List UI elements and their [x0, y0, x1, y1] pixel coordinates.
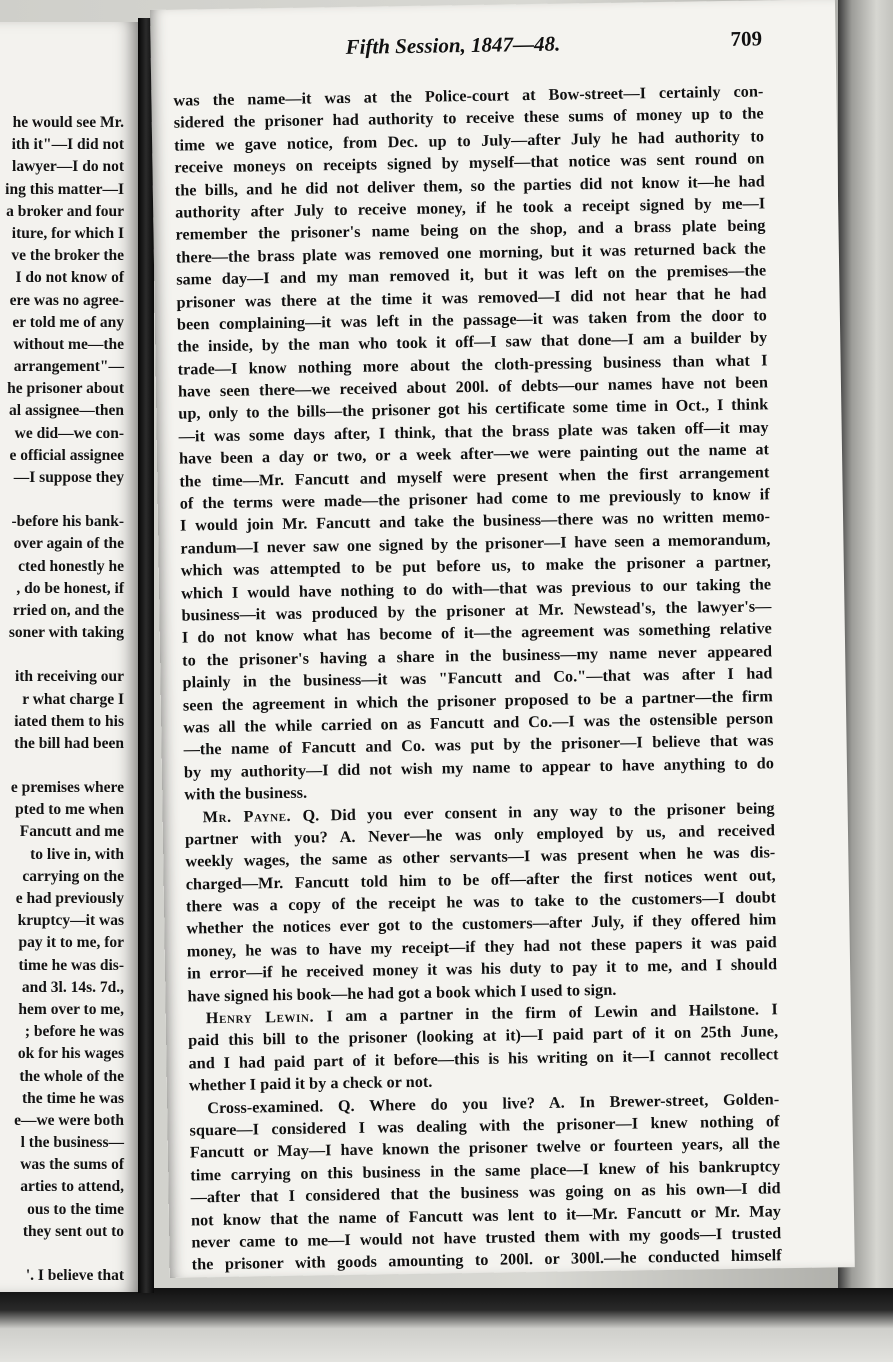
text-line: authority after July to receive money, if he took a receipt signed by me—I [175, 194, 766, 222]
left-page-line: e had previously [15, 890, 124, 907]
text-line: same day—I and my man removed it, but it was left on the premises—the [176, 261, 767, 289]
text-line: randum—I never saw one signed by the prisoner—I have seen a memorandum, [180, 530, 771, 558]
speaker-name: Mr. Payne. [202, 806, 292, 826]
left-page-line: e official assignee [9, 446, 124, 464]
left-page-line: carrying on the [22, 867, 124, 885]
text-line: have been a day or two, or a week after—we were painting out the name at [178, 440, 770, 468]
text-line: there—the brass plate was removed one morning, but it was returned back the [175, 239, 766, 267]
text-line: which was attempted to be put before us, to make the prisoner a partner, [180, 552, 771, 580]
left-page-line: ith it"—I did not [11, 136, 124, 154]
text-line: remember the prisoner's name being on the shop, and a brass plate being [175, 216, 766, 244]
left-page-line: he prisoner about [7, 380, 124, 398]
text-line: have seen there—we received about 200l. of debts—our names have not been [177, 373, 769, 401]
text-line: plainly in the business—it was "Fancutt and Co."—that was after I had [182, 664, 773, 692]
text-line: —the name of Fancutt and Co. was put by the prisoner—I believe that was [183, 731, 774, 759]
left-page-line: arrangement"— [13, 358, 124, 376]
text-line: whether I paid it by a check or not. [188, 1072, 433, 1095]
left-page-line: ith receiving our [14, 668, 124, 686]
left-page-line: ing this matter—I [5, 180, 124, 198]
text-line: I do not know what has become of it—the agreement was something relative [181, 619, 772, 647]
left-page-line: -before his bank- [11, 513, 124, 531]
left-page-line: l the business— [20, 1134, 124, 1152]
left-page [0, 22, 141, 1292]
left-page-line: they sent out to [22, 1222, 124, 1240]
left-page-line: ok for his wages [17, 1045, 124, 1063]
text-line: which I would have nothing to do with—that was previous to our taking the [181, 574, 772, 603]
left-page-line: ous to the time [27, 1200, 124, 1218]
text-line: was all the while carried on as Fancutt and Co.—I was the ostensible person [183, 709, 774, 737]
text-line: paid this bill to the prisoner (looking at it)—I paid part of it on 25th June, [188, 1022, 779, 1050]
text-line: never came to me—I would not have trusted them with my goods—I trusted [191, 1224, 782, 1252]
left-page-line: and 3l. 14s. 7d., [21, 978, 124, 996]
text-line: and I had paid part of it before—this is his writing on it—I cannot recollect [188, 1045, 779, 1073]
left-page-line: e premises where [10, 779, 124, 797]
left-page-line: cted honestly he [18, 557, 124, 575]
text-line: trade—I know nothing more about the cloth-pressing business than what I [177, 351, 768, 379]
left-page-line: er told me of any [12, 313, 124, 331]
text-line: Cross-examined. Q. Where do you live? A. In Brewer-street, Golden- [207, 1089, 780, 1117]
left-page-line: pay it to me, for [18, 934, 124, 952]
text-line: with the business. [184, 783, 308, 804]
right-page [150, 0, 855, 1278]
text-line: by my authority—I did not wish my name to appear to have anything to do [183, 754, 775, 782]
text-line: have signed his book—he had got a book which I used to sign. [187, 980, 617, 1006]
text-line: sidered the prisoner had authority to receive these sums of money up to the [173, 104, 764, 133]
text-line: been complaining—it was left in the passage—it was taken from the door to [176, 306, 768, 334]
left-page-line: ve the broker the [11, 247, 124, 265]
text-line: business—it was produced by the prisoner at Mr. Newstead's, the lawyer's— [181, 597, 772, 625]
text-line: prisoner was there at the time it was removed—I did not hear that he had [176, 283, 767, 312]
left-page-line [0, 489, 124, 511]
left-page-line: r what charge I [22, 690, 124, 708]
left-page-line: lawyer—I do not [12, 158, 124, 176]
left-page-line: a broker and four [6, 202, 124, 220]
text-line: there was a copy of the receipt he was to take to the customers—I doubt [185, 888, 777, 916]
left-page-line: the time he was [21, 1089, 124, 1107]
text-line: Fancutt or May—I have known the prisoner twelve or fourteen years, all the [189, 1134, 781, 1162]
left-page-line: soner with taking [8, 624, 124, 642]
line-text: I am a partner in the firm of Lewin and Hailstone. I [314, 1000, 778, 1026]
left-page-line: iated them to his [14, 712, 124, 730]
left-page-line [0, 644, 124, 666]
text-line: in error—if he received money it was his duty to pay it to me, and I should [187, 955, 778, 983]
left-page-line: arties to attend, [20, 1178, 124, 1196]
left-page-line: al assignee—then [9, 402, 124, 420]
text-line: time we gave notice, from Dec. up to July—after July he had authority to [173, 127, 765, 155]
body-text [173, 80, 782, 1276]
book-gutter [138, 18, 154, 1293]
running-head: Fifth Session, 1847—48. [345, 31, 561, 59]
left-page-line: —I suppose they [13, 469, 124, 486]
left-page-line: over again of the [13, 535, 124, 553]
text-line: not know that the name of Fancutt was lent to it—Mr. Fancutt or Mr. May [190, 1201, 782, 1230]
left-page-line: pted to me when [15, 801, 124, 819]
left-page-line [0, 1243, 124, 1265]
text-line: whether the notices ever got to the customers—after July, if they offered him [186, 910, 777, 938]
text-line: was the name—it was at the Police-court at Bow-street—I certainly con- [173, 82, 764, 110]
text-line: square—I considered I was dealing with the prisoner—I knew nothing of [189, 1112, 780, 1140]
text-line: time carrying on this business in the same place—I knew of his bankruptcy [190, 1156, 781, 1185]
text-line: the time—Mr. Fancutt and myself were present when the first arrangement [179, 462, 770, 491]
text-line: partner with you? A. Never—he was only employed by us, and received [184, 821, 776, 849]
text-line: receive moneys on receipts signed by myself—that notice was sent round on [174, 149, 765, 177]
line-text: Q. Did you ever consent in any way to the prisoner being [291, 798, 775, 825]
page-number: 709 [730, 26, 763, 51]
left-page-line: the whole of the [19, 1067, 124, 1085]
left-page-line: e—we were both [14, 1111, 124, 1129]
left-page-line: Fancutt and me [19, 823, 124, 841]
text-line: the bills, and he did not deliver them, so the parties did not know it—he had [174, 171, 765, 200]
text-line: up, only to the bills—the prisoner got his certificate some time in Oct., I think [178, 395, 769, 424]
left-page-line: iture, for which I [11, 224, 124, 242]
left-page-line: rried on, and the [12, 601, 124, 619]
text-line: to the prisoner's having a share in the business—my name never appeared [182, 642, 773, 670]
left-page-line: to live in, with [30, 845, 124, 863]
left-page-line: the bill had been [14, 734, 124, 752]
left-page-text [0, 112, 124, 1287]
text-line: charged—Mr. Fancutt told him to be off—after the first notices went out, [185, 865, 776, 894]
left-page-line: was the sums of [20, 1156, 124, 1174]
text-line: seen the agreement in which the prisoner proposed to be a partner—the firm [182, 686, 773, 715]
speaker-name: Henry Lewin. [205, 1007, 315, 1028]
text-line: of the terms were made—the prisoner had come to me previously to know if [179, 485, 770, 513]
text-line: —after that I considered that the business was going on as his own—I did [190, 1179, 781, 1207]
left-page-line: he would see Mr. [12, 114, 124, 131]
left-page-line: ; before he was [24, 1023, 124, 1041]
left-page-line: we did—we con- [14, 424, 124, 442]
text-line: the inside, by the man who took it off—I saw that done—I am a builder by [177, 328, 768, 356]
left-page-line: without me—the [13, 335, 124, 353]
text-line: money, he was to have my receipt—if they had not these papers it was paid [186, 933, 777, 961]
left-page-line: hem over to me, [18, 1000, 124, 1018]
left-page-line: I do not know of [15, 269, 124, 287]
left-page-line: kruptcy—it was [17, 912, 124, 930]
text-line: —it was some days after, I think, that the brass plate was taken off—it may [178, 418, 769, 446]
text-line: I would join Mr. Fancutt and take the business—there was no written memo- [179, 507, 771, 536]
left-page-line: ere was no agree- [9, 291, 124, 309]
left-page-line: '. I believe that [25, 1267, 124, 1284]
text-line: the prisoner with goods amounting to 200l. or 300l.—he conducted himself [191, 1246, 782, 1274]
left-page-line: , do be honest, if [16, 579, 124, 597]
text-line: weekly wages, the same as other servants—I was present when he was dis- [185, 843, 776, 871]
left-page-line [0, 755, 124, 777]
book-edge-bottom [0, 1288, 893, 1362]
left-page-line: time he was dis- [18, 956, 124, 974]
